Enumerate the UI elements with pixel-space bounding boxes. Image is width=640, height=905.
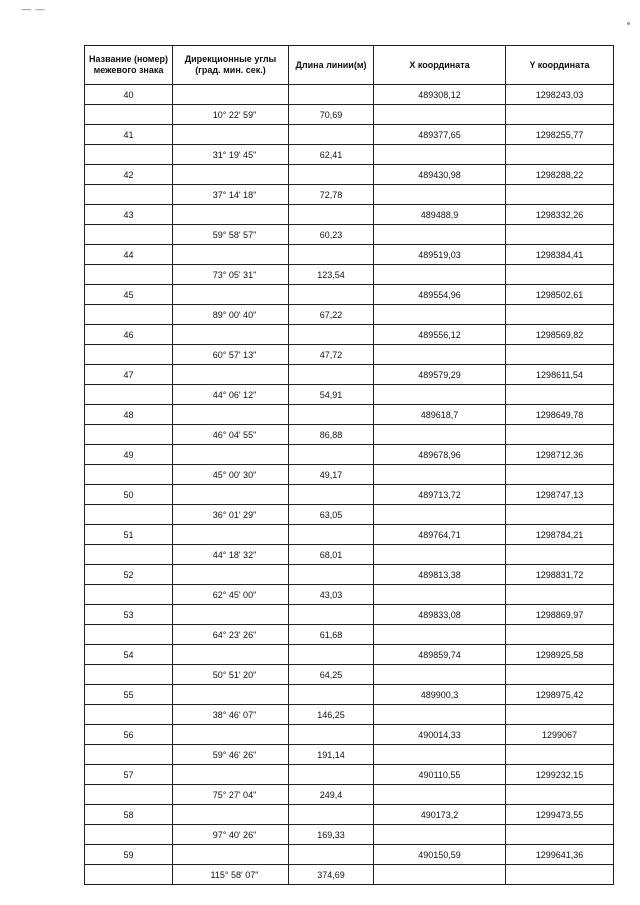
name-empty-cell (85, 465, 173, 485)
x-coordinate-cell: 489859,74 (374, 645, 506, 665)
x-empty-cell (374, 825, 506, 845)
angle-empty-cell (173, 245, 289, 265)
table-row (85, 425, 614, 445)
angle-empty-cell (173, 685, 289, 705)
x-empty-cell (374, 145, 506, 165)
point-name-cell: 48 (85, 405, 173, 425)
length-empty-cell (289, 485, 374, 505)
y-empty-cell (506, 865, 614, 885)
table-row (85, 705, 614, 725)
y-empty-cell (506, 545, 614, 565)
line-length-cell: 374,69 (289, 865, 374, 885)
x-coordinate-cell: 489713,72 (374, 485, 506, 505)
length-empty-cell (289, 165, 374, 185)
line-length-cell: 169,33 (289, 825, 374, 845)
table-row (85, 525, 614, 545)
table-row (85, 745, 614, 765)
name-empty-cell (85, 585, 173, 605)
y-coordinate-cell: 1298712,36 (506, 445, 614, 465)
corner-mark: — — (22, 4, 46, 14)
point-name-cell: 55 (85, 685, 173, 705)
y-empty-cell (506, 505, 614, 525)
line-length-cell: 123,54 (289, 265, 374, 285)
name-empty-cell (85, 225, 173, 245)
point-name-cell: 52 (85, 565, 173, 585)
name-empty-cell (85, 185, 173, 205)
y-coordinate-cell: 1299067 (506, 725, 614, 745)
x-empty-cell (374, 625, 506, 645)
x-coordinate-cell: 489813,38 (374, 565, 506, 585)
direction-angle-cell: 89° 00' 40" (173, 305, 289, 325)
header-point-name: Название (номер) межевого знака (85, 46, 173, 85)
x-empty-cell (374, 105, 506, 125)
length-empty-cell (289, 405, 374, 425)
scan-speck (627, 22, 630, 25)
table-row (85, 865, 614, 885)
y-coordinate-cell: 1298611,54 (506, 365, 614, 385)
point-name-cell: 47 (85, 365, 173, 385)
x-empty-cell (374, 865, 506, 885)
name-empty-cell (85, 705, 173, 725)
length-empty-cell (289, 765, 374, 785)
length-empty-cell (289, 645, 374, 665)
point-name-cell: 51 (85, 525, 173, 545)
table-header-row (85, 46, 614, 85)
table-row (85, 585, 614, 605)
angle-empty-cell (173, 845, 289, 865)
x-coordinate-cell: 489519,03 (374, 245, 506, 265)
x-coordinate-cell: 489377,65 (374, 125, 506, 145)
table-row (85, 505, 614, 525)
direction-angle-cell: 44° 18' 32" (173, 545, 289, 565)
y-empty-cell (506, 225, 614, 245)
y-empty-cell (506, 625, 614, 645)
direction-angle-cell: 73° 05' 31" (173, 265, 289, 285)
y-empty-cell (506, 465, 614, 485)
x-empty-cell (374, 265, 506, 285)
table-row (85, 805, 614, 825)
length-empty-cell (289, 365, 374, 385)
x-coordinate-cell: 489900,3 (374, 685, 506, 705)
point-name-cell: 41 (85, 125, 173, 145)
angle-empty-cell (173, 645, 289, 665)
point-name-cell: 56 (85, 725, 173, 745)
point-name-cell: 53 (85, 605, 173, 625)
table-row (85, 825, 614, 845)
name-empty-cell (85, 105, 173, 125)
table-row (85, 465, 614, 485)
table-row (85, 725, 614, 745)
length-empty-cell (289, 445, 374, 465)
x-empty-cell (374, 385, 506, 405)
y-coordinate-cell: 1298649,78 (506, 405, 614, 425)
x-empty-cell (374, 345, 506, 365)
header-x-coordinate: X координата (374, 46, 506, 85)
y-empty-cell (506, 305, 614, 325)
name-empty-cell (85, 385, 173, 405)
direction-angle-cell: 10° 22' 59" (173, 105, 289, 125)
table-row (85, 145, 614, 165)
length-empty-cell (289, 85, 374, 105)
line-length-cell: 49,17 (289, 465, 374, 485)
header-line-length: Длина линии(м) (289, 46, 374, 85)
x-coordinate-cell: 489556,12 (374, 325, 506, 345)
name-empty-cell (85, 345, 173, 365)
name-empty-cell (85, 825, 173, 845)
table-row (85, 785, 614, 805)
table-row (85, 545, 614, 565)
table-row (85, 365, 614, 385)
direction-angle-cell: 44° 06' 12" (173, 385, 289, 405)
x-coordinate-cell: 489678,96 (374, 445, 506, 465)
table-row (85, 625, 614, 645)
y-coordinate-cell: 1298869,97 (506, 605, 614, 625)
angle-empty-cell (173, 325, 289, 345)
point-name-cell: 50 (85, 485, 173, 505)
table-body (85, 85, 614, 885)
table-row (85, 645, 614, 665)
name-empty-cell (85, 665, 173, 685)
line-length-cell: 47,72 (289, 345, 374, 365)
point-name-cell: 42 (85, 165, 173, 185)
point-name-cell: 44 (85, 245, 173, 265)
header-direction-angle: Дирекционные углы (град. мин. сек.) (173, 46, 289, 85)
table-row (85, 125, 614, 145)
direction-angle-cell: 59° 46' 26" (173, 745, 289, 765)
y-coordinate-cell: 1298925,58 (506, 645, 614, 665)
direction-angle-cell: 45° 00' 30" (173, 465, 289, 485)
y-empty-cell (506, 385, 614, 405)
line-length-cell: 67,22 (289, 305, 374, 325)
x-empty-cell (374, 185, 506, 205)
direction-angle-cell: 60° 57' 13" (173, 345, 289, 365)
y-coordinate-cell: 1298243,03 (506, 85, 614, 105)
table-row (85, 405, 614, 425)
line-length-cell: 72,78 (289, 185, 374, 205)
y-coordinate-cell: 1298747,13 (506, 485, 614, 505)
x-coordinate-cell: 490150,59 (374, 845, 506, 865)
table-row (85, 485, 614, 505)
direction-angle-cell: 31° 19' 45" (173, 145, 289, 165)
angle-empty-cell (173, 725, 289, 745)
x-empty-cell (374, 425, 506, 445)
x-empty-cell (374, 505, 506, 525)
y-coordinate-cell: 1298332,26 (506, 205, 614, 225)
line-length-cell: 70,69 (289, 105, 374, 125)
x-empty-cell (374, 705, 506, 725)
length-empty-cell (289, 565, 374, 585)
table-row (85, 605, 614, 625)
length-empty-cell (289, 725, 374, 745)
line-length-cell: 62,41 (289, 145, 374, 165)
table-row (85, 765, 614, 785)
x-empty-cell (374, 465, 506, 485)
y-coordinate-cell: 1298784,21 (506, 525, 614, 545)
angle-empty-cell (173, 285, 289, 305)
length-empty-cell (289, 125, 374, 145)
table-row (85, 345, 614, 365)
y-empty-cell (506, 825, 614, 845)
x-coordinate-cell: 490110,55 (374, 765, 506, 785)
length-empty-cell (289, 605, 374, 625)
y-coordinate-cell: 1299232,15 (506, 765, 614, 785)
angle-empty-cell (173, 85, 289, 105)
y-coordinate-cell: 1298288,22 (506, 165, 614, 185)
point-name-cell: 43 (85, 205, 173, 225)
line-length-cell: 249,4 (289, 785, 374, 805)
line-length-cell: 43,03 (289, 585, 374, 605)
length-empty-cell (289, 525, 374, 545)
point-name-cell: 57 (85, 765, 173, 785)
y-empty-cell (506, 425, 614, 445)
table-row (85, 325, 614, 345)
y-coordinate-cell: 1298384,41 (506, 245, 614, 265)
y-empty-cell (506, 265, 614, 285)
point-name-cell: 40 (85, 85, 173, 105)
point-name-cell: 45 (85, 285, 173, 305)
angle-empty-cell (173, 525, 289, 545)
angle-empty-cell (173, 125, 289, 145)
length-empty-cell (289, 325, 374, 345)
angle-empty-cell (173, 205, 289, 225)
y-empty-cell (506, 745, 614, 765)
angle-empty-cell (173, 165, 289, 185)
angle-empty-cell (173, 405, 289, 425)
table-row (85, 385, 614, 405)
direction-angle-cell: 46° 04' 55" (173, 425, 289, 445)
boundary-coordinates-table (84, 45, 614, 885)
y-empty-cell (506, 665, 614, 685)
direction-angle-cell: 59° 58' 57" (173, 225, 289, 245)
x-coordinate-cell: 489579,29 (374, 365, 506, 385)
angle-empty-cell (173, 485, 289, 505)
length-empty-cell (289, 845, 374, 865)
name-empty-cell (85, 745, 173, 765)
table-row (85, 265, 614, 285)
length-empty-cell (289, 805, 374, 825)
y-coordinate-cell: 1298255,77 (506, 125, 614, 145)
angle-empty-cell (173, 605, 289, 625)
direction-angle-cell: 62° 45' 00" (173, 585, 289, 605)
x-empty-cell (374, 785, 506, 805)
length-empty-cell (289, 685, 374, 705)
direction-angle-cell: 37° 14' 18" (173, 185, 289, 205)
table-row (85, 445, 614, 465)
y-empty-cell (506, 145, 614, 165)
y-empty-cell (506, 585, 614, 605)
table-row (85, 185, 614, 205)
y-coordinate-cell: 1298502,61 (506, 285, 614, 305)
name-empty-cell (85, 625, 173, 645)
name-empty-cell (85, 785, 173, 805)
direction-angle-cell: 97° 40' 26" (173, 825, 289, 845)
length-empty-cell (289, 205, 374, 225)
direction-angle-cell: 115° 58' 07" (173, 865, 289, 885)
direction-angle-cell: 75° 27' 04" (173, 785, 289, 805)
table-row (85, 565, 614, 585)
name-empty-cell (85, 505, 173, 525)
header-y-coordinate: Y координата (506, 46, 614, 85)
y-empty-cell (506, 185, 614, 205)
line-length-cell: 63,05 (289, 505, 374, 525)
direction-angle-cell: 64° 23' 26" (173, 625, 289, 645)
table-row (85, 225, 614, 245)
name-empty-cell (85, 865, 173, 885)
line-length-cell: 86,88 (289, 425, 374, 445)
x-empty-cell (374, 225, 506, 245)
table-row (85, 85, 614, 105)
length-empty-cell (289, 285, 374, 305)
point-name-cell: 46 (85, 325, 173, 345)
x-coordinate-cell: 490014,33 (374, 725, 506, 745)
table-row (85, 205, 614, 225)
line-length-cell: 68,01 (289, 545, 374, 565)
name-empty-cell (85, 545, 173, 565)
x-coordinate-cell: 490173,2 (374, 805, 506, 825)
x-empty-cell (374, 745, 506, 765)
table-row (85, 845, 614, 865)
x-coordinate-cell: 489308,12 (374, 85, 506, 105)
line-length-cell: 54,91 (289, 385, 374, 405)
line-length-cell: 60,23 (289, 225, 374, 245)
table-row (85, 665, 614, 685)
y-empty-cell (506, 785, 614, 805)
angle-empty-cell (173, 805, 289, 825)
line-length-cell: 61,68 (289, 625, 374, 645)
angle-empty-cell (173, 765, 289, 785)
x-coordinate-cell: 489833,08 (374, 605, 506, 625)
line-length-cell: 64,25 (289, 665, 374, 685)
direction-angle-cell: 36° 01' 29" (173, 505, 289, 525)
point-name-cell: 58 (85, 805, 173, 825)
table-row (85, 285, 614, 305)
table-row (85, 105, 614, 125)
x-empty-cell (374, 305, 506, 325)
name-empty-cell (85, 425, 173, 445)
angle-empty-cell (173, 365, 289, 385)
length-empty-cell (289, 245, 374, 265)
line-length-cell: 191,14 (289, 745, 374, 765)
table-row (85, 165, 614, 185)
y-empty-cell (506, 705, 614, 725)
line-length-cell: 146,25 (289, 705, 374, 725)
x-coordinate-cell: 489618,7 (374, 405, 506, 425)
y-coordinate-cell: 1298569,82 (506, 325, 614, 345)
point-name-cell: 59 (85, 845, 173, 865)
point-name-cell: 49 (85, 445, 173, 465)
direction-angle-cell: 38° 46' 07" (173, 705, 289, 725)
angle-empty-cell (173, 445, 289, 465)
y-coordinate-cell: 1298975,42 (506, 685, 614, 705)
y-coordinate-cell: 1299641,36 (506, 845, 614, 865)
y-empty-cell (506, 105, 614, 125)
x-empty-cell (374, 545, 506, 565)
x-coordinate-cell: 489430,98 (374, 165, 506, 185)
x-empty-cell (374, 585, 506, 605)
x-coordinate-cell: 489764,71 (374, 525, 506, 545)
name-empty-cell (85, 265, 173, 285)
y-coordinate-cell: 1299473,55 (506, 805, 614, 825)
y-empty-cell (506, 345, 614, 365)
angle-empty-cell (173, 565, 289, 585)
table-row (85, 685, 614, 705)
x-coordinate-cell: 489554,96 (374, 285, 506, 305)
y-coordinate-cell: 1298831,72 (506, 565, 614, 585)
x-empty-cell (374, 665, 506, 685)
name-empty-cell (85, 145, 173, 165)
point-name-cell: 54 (85, 645, 173, 665)
table-row (85, 305, 614, 325)
table-row (85, 245, 614, 265)
x-coordinate-cell: 489488,9 (374, 205, 506, 225)
name-empty-cell (85, 305, 173, 325)
direction-angle-cell: 50° 51' 20" (173, 665, 289, 685)
